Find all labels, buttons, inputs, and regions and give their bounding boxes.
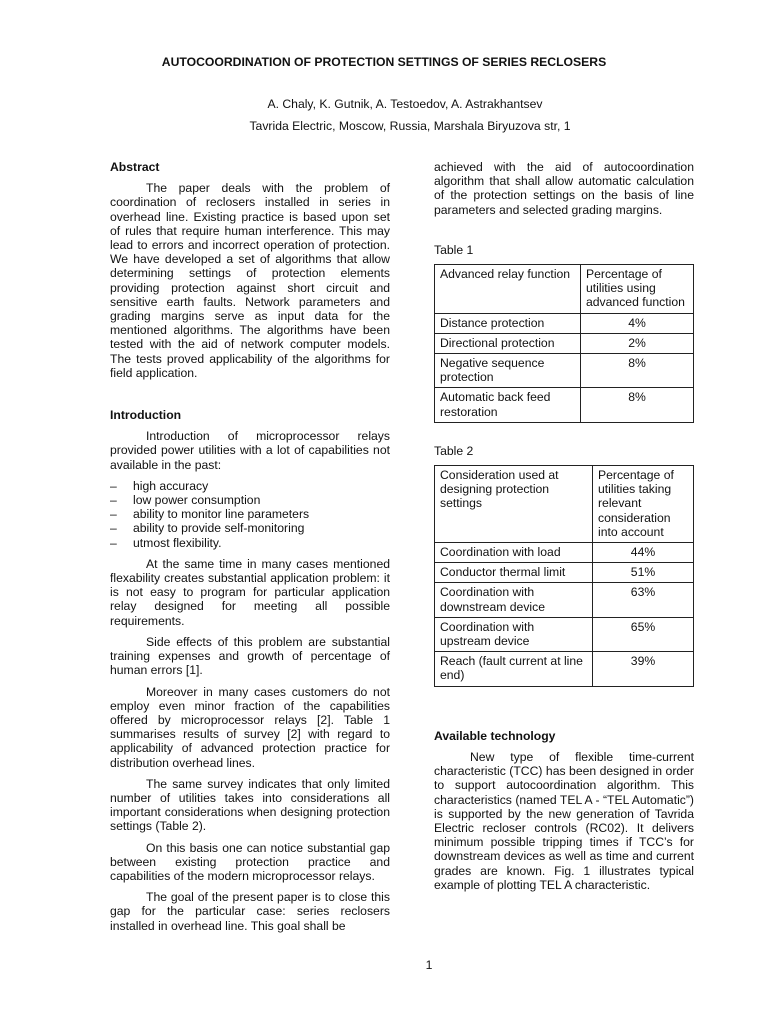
table-2 (434, 465, 694, 687)
table-cell: Conductor thermal limit (435, 563, 593, 583)
intro-paragraph-continued: achieved with the aid of autocoordination algorithm that shall allow automatic calculation of the protection settings on the basis of line parameters and selected grading margins. (434, 160, 694, 217)
list-item-text: low power consumption (133, 493, 261, 508)
table-row (435, 333, 694, 353)
table-cell: 8% (581, 388, 694, 422)
abstract-text: The paper deals with the problem of coordination of reclosers installed in series in overhead line. Existing practice is based upon set of rules that require human interference. This may lead to errors and incorrect operation of protection. We have developed a set of algorithms that allow determining settings of protection elements providing protection against short circuit and sensitive earth faults. Network parameters and grading margins serve as input data for the mentioned algorithms. The algorithms have been tested with the aid of network computer models. The tests proved applicability of the algorithms for field application. (110, 181, 390, 380)
list-item (110, 536, 390, 550)
available-technology-text: New type of flexible time-current characteristic (TCC) has been designed in order to support autocoordination algorithm. This characteristics (named TEL A - “TEL Automatic”) is supported by the new generation of Tavrida Electric recloser controls (RC02). It delivers minimum possible tripping times if TCC’s for downstream devices as well as time and current grades are known. Fig. 1 illustrates typical example of plotting TEL A characteristic. (434, 749, 694, 892)
bullet-dash: – (110, 535, 117, 550)
table-header-cell: Advanced relay function (435, 265, 581, 314)
table-cell: Reach (fault current at line end) (435, 652, 593, 686)
abstract-heading: Abstract (110, 160, 160, 174)
affiliation: Tavrida Electric, Moscow, Russia, Marshala Biryuzova str, 1 (249, 119, 571, 133)
table-cell: 4% (581, 313, 694, 333)
table-1 (434, 264, 694, 423)
list-item (110, 479, 390, 493)
table-row (435, 354, 694, 388)
list-item-text: ability to provide self-monitoring (133, 521, 305, 536)
authors: A. Chaly, K. Gutnik, A. Testoedov, A. Astrakhantsev (267, 97, 543, 111)
intro-paragraph: At the same time in many cases mentioned flexability creates substantial application problem: it is not easy to program for particular application relay designed for meeting all possible requirements. (110, 556, 390, 628)
available-technology-heading: Available technology (434, 728, 556, 743)
intro-paragraph: The same survey indicates that only limited number of utilities takes into considerations all important considerations when designing protection settings (Table 2). (110, 776, 390, 834)
table-cell: 65% (593, 617, 694, 651)
bullet-dash: – (110, 493, 117, 508)
table-cell: Negative sequence protection (435, 354, 581, 388)
table-header-row (435, 466, 694, 543)
list-item-text: ability to monitor line parameters (133, 507, 310, 522)
intro-paragraph: Moreover in many cases customers do not employ even minor fraction of the capabilities offered by microprocessor relays [2]. Table 1 summarises results of survey [2] with regard to applicability of advanced protection practice for distribution overhead lines. (110, 684, 390, 770)
capabilities-list (110, 479, 390, 550)
table-cell: Distance protection (435, 313, 581, 333)
intro-paragraph: On this basis one can notice substantial gap between existing protection practice and capabilities of the modern microprocessor relays. (110, 840, 390, 883)
table-cell: 51% (593, 563, 694, 583)
intro-paragraph: The goal of the present paper is to close this gap for the particular case: series reclosers installed in overhead line. This goal shall be (110, 890, 390, 933)
table-2-caption: Table 2 (434, 443, 474, 458)
list-item (110, 493, 390, 507)
list-item (110, 521, 390, 535)
table-cell: Directional protection (435, 333, 581, 353)
table-1-caption: Table 1 (434, 242, 474, 257)
table-cell: Coordination with load (435, 543, 593, 563)
list-item (110, 507, 390, 521)
table-cell: 39% (593, 652, 694, 686)
bullet-dash: – (110, 507, 117, 522)
bullet-dash: – (110, 521, 117, 536)
table-cell: Coordination with downstream device (435, 583, 593, 617)
table-row (435, 583, 694, 617)
table-header-cell: Percentage of utilities taking relevant consideration into account (593, 466, 694, 543)
table-cell: 63% (593, 583, 694, 617)
intro-paragraph: Introduction of microprocessor relays provided power utilities with a lot of capabilities not available in the past: (110, 429, 390, 472)
table-cell: 8% (581, 354, 694, 388)
table-row (435, 388, 694, 422)
left-column (110, 160, 390, 940)
table-row (435, 313, 694, 333)
table-cell: Automatic back feed restoration (435, 388, 581, 422)
table-row (435, 543, 694, 563)
table-header-cell: Percentage of utilities using advanced function (581, 265, 694, 314)
paper-title: AUTOCOORDINATION OF PROTECTION SETTINGS OF SERIES RECLOSERS (161, 55, 607, 69)
introduction-heading: Introduction (110, 408, 182, 423)
table-header-row (435, 265, 694, 314)
table-cell: 44% (593, 543, 694, 563)
table-row (435, 652, 694, 686)
intro-paragraph: Side effects of this problem are substantial training expenses and growth of percentage of human errors [1]. (110, 634, 390, 678)
table-row (435, 563, 694, 583)
right-column (434, 160, 694, 899)
table-cell: Coordination with upstream device (435, 617, 593, 651)
page-number: 1 (425, 958, 433, 972)
list-item-text: high accuracy (133, 478, 209, 493)
table-row (435, 617, 694, 651)
bullet-dash: – (110, 478, 117, 493)
table-cell: 2% (581, 333, 694, 353)
table-header-cell: Consideration used at designing protection settings (435, 466, 593, 543)
list-item-text: utmost flexibility. (133, 535, 222, 550)
